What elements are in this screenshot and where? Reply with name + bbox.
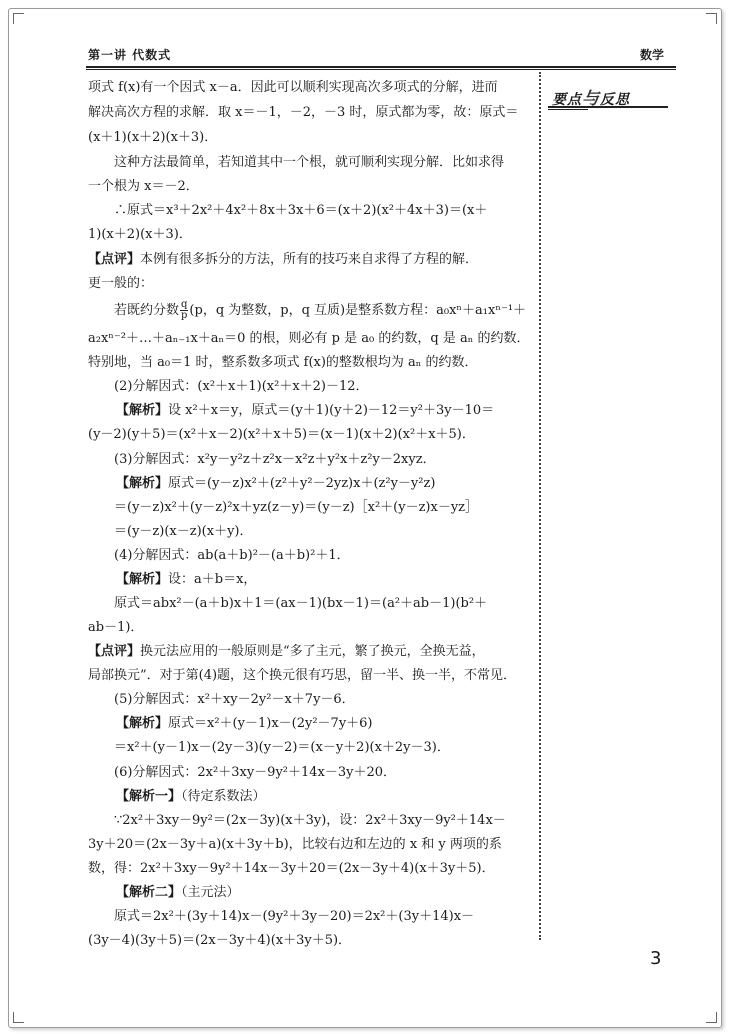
- problem-line: (3)分解因式：x²y－y²z＋z²x－x²z＋y²x＋z²y－2xyz．: [114, 452, 436, 467]
- header-rule: [86, 66, 676, 68]
- text-line: 原式＝2x²＋(3y＋14)x－(9y²＋3y－20)＝2x²＋(3y＋14)x－: [114, 909, 475, 924]
- sidebar-title-mid: 与: [582, 89, 600, 109]
- page-number: 3: [650, 948, 662, 969]
- sidebar-title-left: 要点: [552, 92, 582, 108]
- text-line: 解决高次方程的求解．取 x＝－1，－2，－3 时，原式都为零，故：原式＝: [88, 105, 519, 120]
- analysis-tag: 【解析一】: [116, 789, 182, 804]
- fraction-line: 若既约分数 $\frac{q}{p}$ (p，q 为整数，p，q 互质)是整系数方程：a₀xⁿ＋a₁xⁿ⁻¹＋: [114, 299, 527, 321]
- sidebar-underline: [548, 106, 668, 108]
- sidebar-title-right: 反思: [600, 92, 630, 108]
- problem-line: (4)分解因式：ab(a＋b)²－(a＋b)²＋1．: [114, 548, 350, 563]
- comment-line: 【点评】换元法应用的一般原则是“多了主元，繁了换元，全换无益，: [88, 644, 485, 659]
- corner-mark: [706, 1012, 717, 1023]
- text-line: 特别地，当 a₀＝1 时，整系数多项式 f(x)的整数根均为 aₙ 的约数．: [88, 355, 478, 370]
- text-line: 局部换元”．对于第(4)题，这个换元很有巧思，留一半、换一半，不常见．: [88, 668, 517, 683]
- text-line: (3y－4)(3y＋5)＝(2x－3y＋4)(x＋3y＋5)．: [88, 933, 352, 948]
- analysis-line: 【解析一】（待定系数法）: [116, 789, 266, 804]
- corner-mark: [706, 13, 717, 24]
- text-line: 这种方法最简单，若知道其中一个根，就可顺利实现分解．比如求得: [114, 155, 505, 170]
- subject-label: 数学: [640, 48, 665, 62]
- corner-mark: [13, 13, 24, 24]
- text-line: (x＋1)(x＋2)(x＋3)．: [88, 130, 218, 145]
- text-line: ∵2x²＋3xy－9y²＝(2x－3y)(x＋3y)，设：2x²＋3xy－9y²＋14x－: [114, 813, 506, 828]
- analysis-line: 【解析】原式＝(y－z)x²＋(z²＋y²－2yz)x＋(z²y－y²z): [116, 476, 436, 491]
- header-rule: [86, 69, 676, 70]
- problem-line: (2)分解因式：(x²＋x＋1)(x²＋x＋2)－12．: [114, 379, 369, 394]
- text-line: ＝(y－z)x²＋(y－z)²x＋yz(z－y)＝(y－z)［x²＋(y－z)x－yz］: [114, 500, 479, 515]
- comment-tag: 【点评】: [88, 252, 141, 267]
- analysis-tag: 【解析】: [116, 572, 169, 587]
- text-line: 一个根为 x＝－2．: [88, 179, 199, 194]
- analysis-line: 【解析二】（主元法）: [116, 885, 240, 900]
- sidebar-underline: [548, 109, 588, 110]
- text-line: ab－1)．: [88, 620, 144, 635]
- text-line: ＝x²＋(y－1)x－(2y－3)(y－2)＝(x－y＋2)(x＋2y－3)．: [114, 740, 450, 755]
- comment-line: 【点评】本例有很多拆分的方法，所有的技巧来自求得了方程的解．: [88, 252, 479, 267]
- analysis-tag: 【解析二】: [116, 885, 182, 900]
- fraction: $\frac{q}{p}$: [181, 299, 188, 321]
- analysis-line: 【解析】设 x²＋x＝y，原式＝(y＋1)(y＋2)－12＝y²＋3y－10＝: [116, 403, 495, 418]
- chapter-title: 第一讲 代数式: [88, 48, 172, 62]
- analysis-tag: 【解析】: [116, 716, 169, 731]
- text-line: ∴原式＝x³＋2x²＋4x²＋8x＋3x＋6＝(x＋2)(x²＋4x＋3)＝(x＋: [114, 203, 488, 218]
- text-line: 更一般的：: [88, 276, 154, 291]
- analysis-tag: 【解析】: [116, 403, 169, 418]
- sidebar-divider: [539, 72, 541, 940]
- text-line: a₂xⁿ⁻²＋…＋aₙ₋₁x＋aₙ＝0 的根，则必有 p 是 a₀ 的约数，q 是 aₙ 的约数．: [88, 331, 530, 346]
- text-line: 3y＋20＝(2x－3y＋a)(x＋3y＋b)，比较右边和左边的 x 和 y 两项的系: [88, 837, 502, 852]
- corner-mark: [13, 1012, 24, 1023]
- comment-tag: 【点评】: [88, 644, 141, 659]
- text-line: 数，得：2x²＋3xy－9y²＋14x－3y＋20＝(2x－3y＋4)(x＋3y＋5)．: [88, 861, 495, 876]
- text-line: 项式 f(x)有一个因式 x－a．因此可以顺利实现高次多项式的分解，进而: [88, 80, 498, 95]
- analysis-line: 【解析】设：a＋b＝x，: [116, 572, 257, 587]
- problem-line: (6)分解因式：2x²＋3xy－9y²＋14x－3y＋20．: [114, 765, 397, 780]
- text-line: (y－2)(y＋5)＝(x²＋x－2)(x²＋x＋5)＝(x－1)(x＋2)(x²＋x＋5)．: [88, 427, 475, 442]
- analysis-line: 【解析】原式＝x²＋(y－1)x－(2y²－7y＋6): [116, 716, 373, 731]
- text-line: 1)(x＋2)(x＋3)．: [88, 227, 192, 242]
- text-line: 原式＝abx²－(a＋b)x＋1＝(ax－1)(bx－1)＝(a²＋ab－1)(b²＋: [114, 596, 488, 611]
- analysis-tag: 【解析】: [116, 476, 169, 491]
- text-line: ＝(y－z)(x－z)(x＋y)．: [114, 524, 253, 539]
- problem-line: (5)分解因式：x²＋xy－2y²－x＋7y－6．: [114, 692, 355, 707]
